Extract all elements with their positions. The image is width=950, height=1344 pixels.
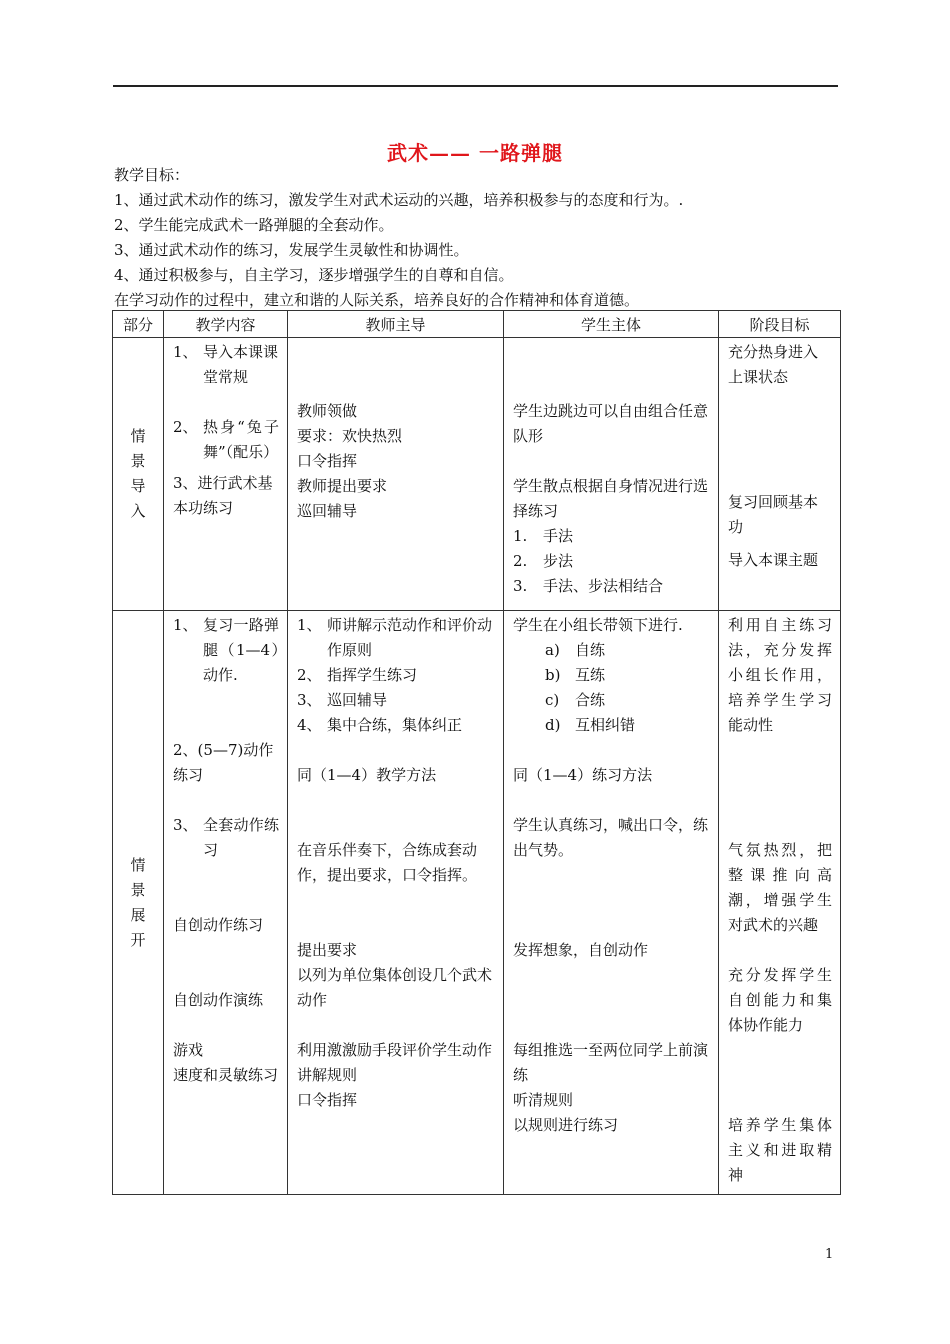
- intro-content-item: 导入本课课堂常规: [203, 343, 279, 386]
- intro-student-item: 手法、步法相结合: [543, 577, 664, 595]
- develop-teacher-item: 讲解规则: [297, 1066, 358, 1084]
- develop-content-cell: [164, 611, 288, 1195]
- objective-item: 1、通过武术动作的练习，激发学生对武术运动的兴趣，培养积极参与的态度和行为。.: [114, 191, 684, 209]
- develop-content-item: 自创动作练习: [173, 916, 264, 934]
- develop-student-item: 听清规则: [513, 1091, 574, 1109]
- header-section: 部分: [113, 311, 164, 338]
- develop-student-num: a): [545, 641, 560, 659]
- develop-content-num: 3、: [173, 816, 198, 834]
- develop-teacher-num: 1、: [297, 616, 322, 634]
- document-title: 武术—— 一路弹腿: [387, 141, 563, 165]
- develop-teacher-item: 师讲解示范动作和评价动作原则: [327, 616, 493, 659]
- intro-student-item: 学生散点根据自身情况进行选择练习: [513, 477, 709, 520]
- intro-teacher-item: 要求：欢快热烈: [297, 427, 403, 445]
- intro-goal-item: 导入本课主题: [728, 551, 819, 569]
- develop-teacher-item: 利用激激励手段评价学生动作: [297, 1041, 493, 1059]
- develop-content-item: 全套动作练习: [203, 816, 279, 859]
- intro-content-num: 2、: [173, 418, 198, 436]
- intro-goal-item: 复习回顾基本功: [728, 493, 819, 536]
- section-develop: [113, 611, 164, 1195]
- develop-student-item: 合练: [575, 691, 606, 709]
- objectives-heading: 教学目标：: [114, 166, 190, 184]
- develop-content-item: 2、(5—7)动作练习: [173, 741, 274, 784]
- develop-teacher-item: 同（1—4）教学方法: [297, 766, 437, 784]
- develop-teacher-item: 集中合练，集体纠正: [327, 716, 463, 734]
- develop-content-num: 1、: [173, 616, 198, 634]
- develop-content-item: 自创动作演练: [173, 991, 264, 1009]
- develop-goal-item: 气氛热烈，把整课推向高潮，增强学生对武术的兴趣: [728, 841, 832, 934]
- develop-teacher-item: 在音乐伴奏下，合练成套动作，提出要求，口令指挥。: [297, 841, 478, 884]
- page-number: 1: [825, 1247, 834, 1262]
- develop-student-item: 学生认真练习，喊出口令，练出气势。: [513, 816, 709, 859]
- develop-student-item: 每组推选一至两位同学上前演练: [513, 1041, 709, 1084]
- intro-student-num: 1.: [513, 527, 528, 545]
- teaching-objectives: [114, 163, 839, 313]
- develop-student-num: d): [545, 716, 561, 734]
- intro-content-cell: [164, 338, 288, 611]
- develop-student-num: b): [545, 666, 561, 684]
- intro-teacher-cell: [288, 338, 504, 611]
- table-row-intro: [113, 338, 841, 611]
- lesson-plan-table: [112, 310, 841, 1195]
- develop-student-num: c): [545, 691, 560, 709]
- develop-content-item: 速度和灵敏练习: [173, 1066, 279, 1084]
- section-intro-label: 情景导入: [130, 427, 146, 520]
- intro-teacher-item: 口令指挥: [297, 452, 358, 470]
- objective-item: 2、学生能完成武术一路弹腿的全套动作。: [114, 216, 394, 234]
- section-develop-label: 情景展开: [130, 855, 146, 949]
- intro-student-item: 手法: [543, 527, 574, 545]
- develop-goal-item: 培养学生集体主义和进取精神: [728, 1116, 832, 1184]
- develop-teacher-num: 4、: [297, 716, 322, 734]
- header-student: 学生主体: [504, 311, 719, 338]
- develop-goal-item: 利用自主练习法，充分发挥小组长作用，培养学生学习能动性: [728, 616, 832, 734]
- intro-teacher-item: 教师提出要求: [297, 477, 388, 495]
- develop-teacher-item: 指挥学生练习: [327, 666, 418, 684]
- develop-teacher-num: 3、: [297, 691, 322, 709]
- develop-teacher-item: 口令指挥: [297, 1091, 358, 1109]
- develop-student-cell: [504, 611, 719, 1195]
- develop-teacher-num: 2、: [297, 666, 322, 684]
- develop-teacher-item: 以列为单位集体创设几个武术动作: [297, 966, 493, 1009]
- develop-student-item: 互练: [575, 666, 606, 684]
- intro-student-cell: [504, 338, 719, 611]
- table-row-develop: [113, 611, 841, 1195]
- intro-student-item: 学生边跳边可以自由组合任意队形: [513, 402, 709, 445]
- develop-content-item: 游戏: [173, 1041, 204, 1059]
- header-teacher: 教师主导: [288, 311, 504, 338]
- objective-item: 3、通过武术动作的练习，发展学生灵敏性和协调性。: [114, 241, 469, 259]
- intro-teacher-item: 教师领做: [297, 402, 358, 420]
- intro-student-num: 2.: [513, 552, 528, 570]
- objective-item: 4、通过积极参与，自主学习，逐步增强学生的自尊和自信。: [114, 266, 514, 284]
- develop-teacher-item: 提出要求: [297, 941, 358, 959]
- develop-student-item: 互相纠错: [575, 716, 636, 734]
- intro-student-item: 步法: [543, 552, 574, 570]
- develop-student-item: 学生在小组长带领下进行.: [513, 616, 683, 634]
- intro-content-item: 3、进行武术基本功练习: [173, 474, 273, 517]
- header-goal: 阶段目标: [719, 311, 841, 338]
- develop-student-item: 发挥想象，自创动作: [513, 941, 649, 959]
- intro-goal-item: 充分热身进入上课状态: [728, 343, 819, 386]
- develop-student-item: 同（1—4）练习方法: [513, 766, 653, 784]
- intro-content-num: 1、: [173, 343, 198, 361]
- intro-content-item: 热身“兔子舞”（配乐）: [203, 418, 279, 461]
- develop-student-item: 以规则进行练习: [513, 1116, 619, 1134]
- header-content: 教学内容: [164, 311, 288, 338]
- develop-goal-cell: [719, 611, 841, 1195]
- develop-student-item: 自练: [575, 641, 606, 659]
- develop-teacher-item: 巡回辅导: [327, 691, 388, 709]
- table-header-row: [113, 311, 841, 338]
- develop-teacher-cell: [288, 611, 504, 1195]
- intro-goal-cell: [719, 338, 841, 611]
- develop-goal-item: 充分发挥学生自创能力和集体协作能力: [728, 966, 832, 1034]
- intro-student-num: 3.: [513, 577, 528, 595]
- section-intro: [113, 338, 164, 611]
- intro-teacher-item: 巡回辅导: [297, 502, 358, 520]
- objective-item: 在学习动作的过程中，建立和谐的人际关系，培养良好的合作精神和体育道德。: [114, 291, 640, 309]
- header-rule: [113, 85, 838, 87]
- develop-content-item: 复习一路弹腿（1—4）动作.: [203, 616, 279, 684]
